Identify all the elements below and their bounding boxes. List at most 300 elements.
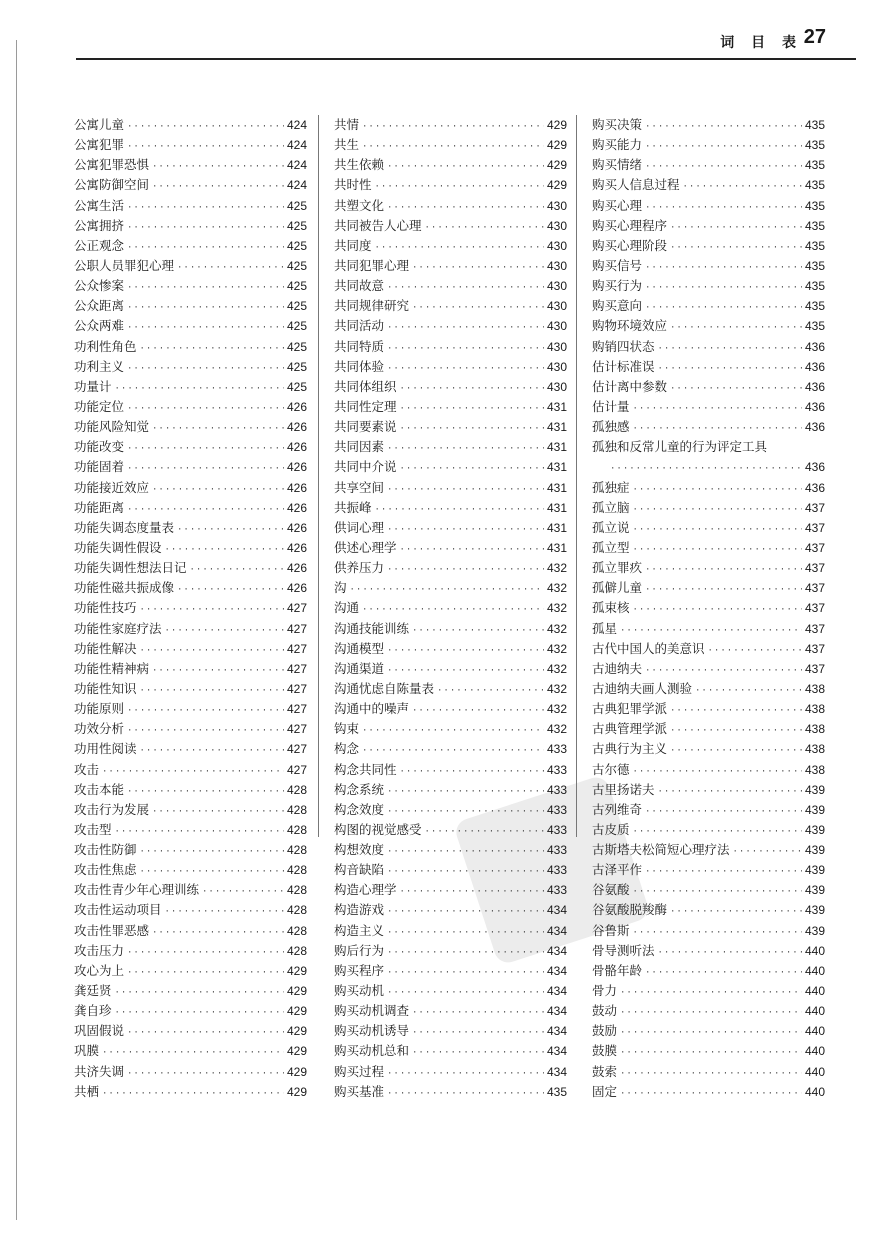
dot-leader — [387, 520, 544, 540]
index-term: 功能性技巧 — [74, 600, 137, 616]
dot-leader — [387, 923, 544, 943]
index-page-number: 429 — [286, 1064, 307, 1079]
dot-leader — [140, 862, 284, 882]
header-title: 词 目 表 — [720, 35, 802, 51]
dot-leader — [387, 1064, 544, 1084]
index-page-number: 425 — [286, 379, 307, 394]
index-entry — [592, 256, 825, 276]
index-page-number: 431 — [546, 420, 567, 435]
column-divider — [318, 115, 319, 837]
index-page-number: 426 — [286, 440, 307, 455]
index-entry — [592, 639, 825, 659]
index-page-number: 430 — [546, 339, 567, 354]
index-term: 构造游戏 — [334, 902, 385, 918]
index-entry — [592, 981, 825, 1001]
index-page-number: 431 — [546, 480, 567, 495]
index-term: 攻击型 — [74, 821, 112, 837]
dot-leader — [387, 902, 544, 922]
dot-leader — [633, 822, 802, 842]
index-term: 巩固假说 — [74, 1023, 125, 1039]
index-term: 功能距离 — [74, 499, 125, 515]
index-page-number: 437 — [804, 641, 825, 656]
index-page-number: 433 — [546, 883, 567, 898]
index-entry — [74, 256, 307, 276]
index-page-number: 434 — [546, 984, 567, 999]
index-page-number: 437 — [804, 520, 825, 535]
index-page-number: 440 — [804, 1004, 825, 1019]
index-entry — [592, 155, 825, 175]
dot-leader — [102, 1043, 284, 1063]
index-page-number: 428 — [286, 943, 307, 958]
dot-leader — [102, 762, 284, 782]
index-term: 古迪纳夫画人测验 — [592, 680, 693, 696]
index-entry — [334, 478, 567, 498]
index-entry — [334, 357, 567, 377]
index-term: 供述心理学 — [334, 539, 397, 555]
index-column-2 — [334, 115, 567, 1102]
dot-leader — [387, 318, 544, 338]
dot-leader — [633, 500, 802, 520]
index-term: 功能风险知觉 — [74, 419, 150, 435]
index-entry — [592, 357, 825, 377]
dot-leader — [127, 198, 284, 218]
index-entry — [334, 175, 567, 195]
index-page-number: 424 — [286, 158, 307, 173]
dot-leader — [645, 963, 802, 983]
index-term: 估计量 — [592, 398, 630, 414]
index-term: 孤立脑 — [592, 499, 630, 515]
index-entry — [592, 135, 825, 155]
index-term: 购买信号 — [592, 257, 643, 273]
dot-leader — [140, 339, 284, 359]
index-page-number: 434 — [546, 1024, 567, 1039]
index-term: 鼓励 — [592, 1023, 618, 1039]
index-page-number: 437 — [804, 661, 825, 676]
index-entry — [334, 880, 567, 900]
index-entry — [592, 800, 825, 820]
index-entry — [592, 578, 825, 598]
index-term: 公寓生活 — [74, 197, 125, 213]
dot-leader — [127, 318, 284, 338]
dot-leader — [140, 681, 284, 701]
index-page-number: 429 — [286, 1024, 307, 1039]
index-entry — [334, 216, 567, 236]
index-term: 孤立说 — [592, 519, 630, 535]
index-entry — [592, 961, 825, 981]
dot-leader — [400, 540, 544, 560]
index-page-number: 436 — [804, 379, 825, 394]
index-page-number: 440 — [804, 1064, 825, 1079]
index-page-number: 425 — [286, 359, 307, 374]
index-entry — [592, 538, 825, 558]
index-entry — [592, 739, 825, 759]
index-entry — [592, 437, 825, 457]
index-entry — [592, 921, 825, 941]
index-entry — [334, 981, 567, 1001]
index-entry — [74, 860, 307, 880]
index-term: 孤独和反常儿童的行为评定工具 — [592, 439, 768, 455]
index-page-number: 437 — [804, 601, 825, 616]
index-term: 功能固着 — [74, 459, 125, 475]
dot-leader — [127, 782, 284, 802]
index-entry — [74, 457, 307, 477]
index-page-number: 435 — [804, 218, 825, 233]
index-entry — [334, 276, 567, 296]
dot-leader — [387, 359, 544, 379]
index-entry — [334, 417, 567, 437]
index-entry — [74, 598, 307, 618]
index-term: 龚廷贤 — [74, 983, 112, 999]
index-entry — [74, 558, 307, 578]
index-term: 购买意向 — [592, 298, 643, 314]
dot-leader — [658, 339, 802, 359]
index-term: 购买基准 — [334, 1083, 385, 1099]
index-entry — [592, 316, 825, 336]
index-page-number: 429 — [546, 118, 567, 132]
index-term: 钩束 — [334, 721, 360, 737]
index-page-number: 430 — [546, 279, 567, 294]
index-term: 孤独症 — [592, 479, 630, 495]
index-page-number: 440 — [804, 1024, 825, 1039]
index-entry — [334, 840, 567, 860]
index-page-number: 433 — [546, 843, 567, 858]
dot-leader — [387, 983, 544, 1003]
dot-leader — [387, 641, 544, 661]
index-page-number: 428 — [286, 802, 307, 817]
index-term: 公寓犯罪恐惧 — [74, 157, 150, 173]
index-page-number: 431 — [546, 540, 567, 555]
index-entry — [334, 498, 567, 518]
index-term: 购买决策 — [592, 117, 643, 132]
page-number: 27 — [803, 26, 826, 48]
index-page-number: 428 — [286, 863, 307, 878]
index-page-number: 436 — [804, 339, 825, 354]
index-page-number: 438 — [804, 722, 825, 737]
index-term: 功量计 — [74, 378, 112, 394]
dot-leader — [633, 520, 802, 540]
dot-leader — [658, 359, 802, 379]
index-term: 共享空间 — [334, 479, 385, 495]
dot-leader — [362, 741, 544, 761]
index-entry — [74, 478, 307, 498]
index-term: 功能性家庭疗法 — [74, 620, 162, 636]
index-entry — [74, 155, 307, 175]
index-entry — [592, 276, 825, 296]
index-term: 公众距离 — [74, 298, 125, 314]
index-entry — [334, 1021, 567, 1041]
index-entry — [592, 498, 825, 518]
index-page-number: 432 — [546, 641, 567, 656]
column-divider — [576, 115, 577, 837]
index-entry — [74, 538, 307, 558]
index-page-number: 429 — [286, 1084, 307, 1099]
index-term: 功利主义 — [74, 358, 125, 374]
index-entry — [74, 135, 307, 155]
dot-leader — [437, 681, 544, 701]
index-page-number: 427 — [286, 601, 307, 616]
index-entry — [334, 196, 567, 216]
index-page-number: 432 — [546, 722, 567, 737]
dot-leader — [645, 298, 802, 318]
index-page-number: 432 — [546, 621, 567, 636]
index-entry — [74, 1062, 307, 1082]
index-page-number: 430 — [546, 359, 567, 374]
index-entry — [74, 1041, 307, 1061]
index-term: 谷氨酸脱羧酶 — [592, 902, 668, 918]
index-page-number: 427 — [286, 762, 307, 777]
dot-leader — [387, 157, 544, 177]
dot-leader — [387, 842, 544, 862]
index-entry — [592, 880, 825, 900]
dot-leader — [645, 560, 802, 580]
index-page-number: 429 — [286, 1044, 307, 1059]
index-entry — [334, 860, 567, 880]
index-term: 功能性磁共振成像 — [74, 580, 175, 596]
dot-leader — [387, 560, 544, 580]
index-term: 购销四状态 — [592, 338, 655, 354]
index-page-number: 430 — [546, 319, 567, 334]
dot-leader — [190, 560, 284, 580]
index-term: 功利性角色 — [74, 338, 137, 354]
dot-leader — [645, 258, 802, 278]
dot-leader — [165, 540, 284, 560]
index-page-number: 435 — [804, 279, 825, 294]
index-term: 公众两难 — [74, 318, 125, 334]
dot-leader — [633, 399, 802, 419]
index-term: 古迪纳夫 — [592, 660, 643, 676]
index-page-number: 433 — [546, 863, 567, 878]
index-page-number: 432 — [546, 702, 567, 717]
index-term: 攻击性焦虑 — [74, 862, 137, 878]
dot-leader — [645, 862, 802, 882]
index-page-number: 427 — [286, 702, 307, 717]
index-page-number: 439 — [804, 782, 825, 797]
dot-leader — [152, 419, 284, 439]
dot-leader — [400, 762, 544, 782]
index-page-number: 440 — [804, 1084, 825, 1099]
index-entry — [334, 961, 567, 981]
index-term: 购买动机调查 — [334, 1003, 410, 1019]
index-page-number: 430 — [546, 238, 567, 253]
index-term: 功效分析 — [74, 721, 125, 737]
index-page-number: 438 — [804, 762, 825, 777]
index-page-number: 428 — [286, 903, 307, 918]
index-page-number: 435 — [804, 178, 825, 193]
dot-leader — [695, 681, 802, 701]
dot-leader — [387, 278, 544, 298]
index-entry — [334, 619, 567, 639]
dot-leader — [165, 902, 284, 922]
dot-leader — [127, 278, 284, 298]
index-term: 共同要素说 — [334, 419, 397, 435]
index-page-number: 425 — [286, 258, 307, 273]
dot-leader — [633, 540, 802, 560]
index-term: 购买程序 — [334, 962, 385, 978]
dot-leader — [658, 943, 802, 963]
index-page-number: 429 — [546, 158, 567, 173]
index-page-number: 429 — [286, 963, 307, 978]
index-term: 购物环境效应 — [592, 318, 668, 334]
dot-leader — [620, 1064, 802, 1084]
dot-leader — [152, 923, 284, 943]
index-term: 公职人员罪犯心理 — [74, 257, 175, 273]
index-term: 骨力 — [592, 983, 618, 999]
dot-leader — [127, 399, 284, 419]
index-term: 购买能力 — [592, 137, 643, 153]
index-term: 沟通中的噪声 — [334, 701, 410, 717]
index-term: 功能性知识 — [74, 680, 137, 696]
dot-leader — [412, 621, 544, 641]
index-term: 公寓防御空间 — [74, 177, 150, 193]
dot-leader — [165, 621, 284, 641]
index-entry — [74, 619, 307, 639]
dot-leader — [375, 500, 544, 520]
index-entry — [334, 780, 567, 800]
index-page-number: 440 — [804, 984, 825, 999]
index-term: 构念系统 — [334, 781, 385, 797]
index-entry — [74, 578, 307, 598]
index-entry — [334, 760, 567, 780]
index-entry — [74, 337, 307, 357]
index-entry — [592, 1021, 825, 1041]
index-entry — [592, 518, 825, 538]
dot-leader — [633, 480, 802, 500]
index-term: 鼓膜 — [592, 1043, 618, 1059]
dot-leader — [412, 1043, 544, 1063]
index-entry — [74, 437, 307, 457]
index-term: 共生 — [334, 137, 360, 153]
index-term: 骨导测听法 — [592, 942, 655, 958]
index-term: 沟 — [334, 580, 347, 596]
index-entry — [74, 357, 307, 377]
index-page-number: 429 — [546, 138, 567, 153]
index-entry — [74, 981, 307, 1001]
dot-leader — [115, 379, 284, 399]
index-entry — [74, 1082, 307, 1102]
index-entry — [74, 941, 307, 961]
index-page-number: 435 — [804, 238, 825, 253]
index-entry — [74, 679, 307, 699]
dot-leader — [387, 943, 544, 963]
index-term: 攻击性青少年心理训练 — [74, 882, 200, 898]
dot-leader — [412, 1003, 544, 1023]
index-term: 公众惨案 — [74, 278, 125, 294]
index-entry — [334, 115, 567, 135]
dot-leader — [670, 318, 802, 338]
index-page-number: 425 — [286, 319, 307, 334]
index-page-number: 440 — [804, 1044, 825, 1059]
index-page-number: 427 — [286, 681, 307, 696]
index-page-number: 426 — [286, 561, 307, 576]
index-page-number: 429 — [286, 984, 307, 999]
index-page-number: 434 — [546, 1064, 567, 1079]
index-entry — [74, 921, 307, 941]
index-page-number: 426 — [286, 460, 307, 475]
index-term: 构图的视觉感受 — [334, 821, 422, 837]
index-term: 沟通 — [334, 600, 360, 616]
index-page-number: 426 — [286, 520, 307, 535]
dot-leader — [362, 137, 544, 157]
index-term: 功用性阅读 — [74, 741, 137, 757]
index-entry — [74, 196, 307, 216]
index-term: 孤僻儿童 — [592, 580, 643, 596]
page-gutter-rule — [16, 40, 17, 1220]
index-page-number: 440 — [804, 963, 825, 978]
index-page-number: 430 — [546, 299, 567, 314]
dot-leader — [633, 923, 802, 943]
index-page-number: 426 — [286, 581, 307, 596]
index-term: 攻击压力 — [74, 942, 125, 958]
index-term: 共生依赖 — [334, 157, 385, 173]
index-entry — [334, 1041, 567, 1061]
index-entry — [334, 397, 567, 417]
index-term: 公寓儿童 — [74, 117, 125, 132]
index-entry — [74, 498, 307, 518]
index-entry — [334, 739, 567, 759]
index-term: 供养压力 — [334, 560, 385, 576]
index-term: 攻击性罪恶感 — [74, 922, 150, 938]
index-term: 孤束核 — [592, 600, 630, 616]
index-entry — [592, 941, 825, 961]
index-term: 共同犯罪心理 — [334, 257, 410, 273]
index-page-number: 433 — [546, 762, 567, 777]
index-entry — [334, 316, 567, 336]
index-term: 功能定位 — [74, 398, 125, 414]
index-term: 公寓犯罪 — [74, 137, 125, 153]
index-term: 构念效度 — [334, 801, 385, 817]
index-term: 共栖 — [74, 1083, 100, 1099]
index-term: 共同性定理 — [334, 398, 397, 414]
dot-leader — [620, 621, 802, 641]
dot-leader — [152, 177, 284, 197]
dot-leader — [140, 842, 284, 862]
index-entry — [74, 719, 307, 739]
index-entry — [592, 1041, 825, 1061]
dot-leader — [140, 600, 284, 620]
index-page-number: 428 — [286, 923, 307, 938]
index-entry — [334, 1082, 567, 1102]
index-page-number: 434 — [546, 923, 567, 938]
index-entry — [74, 316, 307, 336]
index-page-number: 425 — [286, 339, 307, 354]
index-entry — [334, 578, 567, 598]
index-entry — [334, 679, 567, 699]
index-entry — [592, 619, 825, 639]
index-term: 孤星 — [592, 620, 618, 636]
index-page-number: 430 — [546, 218, 567, 233]
index-page-number: 439 — [804, 863, 825, 878]
index-page-number: 436 — [804, 420, 825, 435]
index-term: 古典管理学派 — [592, 721, 668, 737]
index-term: 谷鲁斯 — [592, 922, 630, 938]
index-page-number: 439 — [804, 883, 825, 898]
index-entry — [334, 437, 567, 457]
index-page-number: 425 — [286, 218, 307, 233]
index-entry — [592, 296, 825, 316]
dot-leader — [658, 782, 802, 802]
index-term: 古皮质 — [592, 821, 630, 837]
index-page-number: 438 — [804, 702, 825, 717]
index-page-number: 425 — [286, 279, 307, 294]
index-term: 共时性 — [334, 177, 372, 193]
dot-leader — [412, 1023, 544, 1043]
index-page-number: 432 — [546, 661, 567, 676]
index-term: 供词心理 — [334, 519, 385, 535]
index-page-number: 428 — [286, 883, 307, 898]
index-page-number: 424 — [286, 138, 307, 153]
dot-leader — [645, 198, 802, 218]
index-term: 构造主义 — [334, 922, 385, 938]
